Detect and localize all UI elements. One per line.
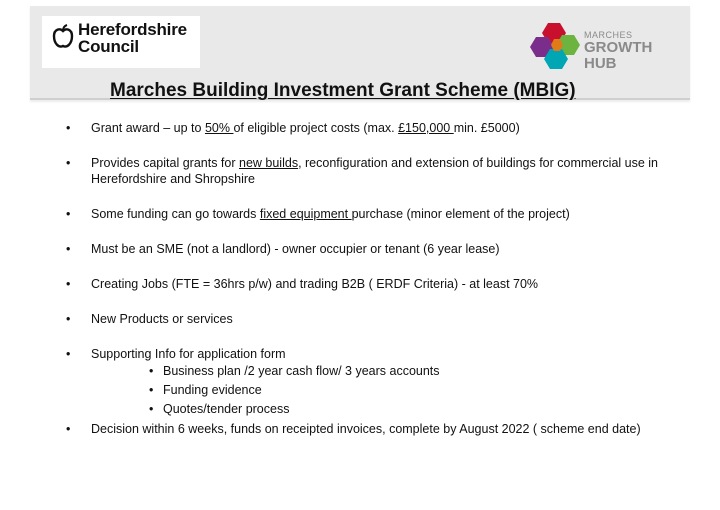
list-item-text: Decision within 6 weeks, funds on receipted invoices, complete by August 2022 ( scheme end date) [91,422,641,436]
bullet-icon: • [66,207,71,221]
bullet-icon: • [66,312,71,326]
bullet-icon: • [66,242,71,256]
council-wordmark-line2: Council [78,37,139,56]
apple-icon [52,24,74,50]
sub-list-item-text: Funding evidence [163,383,262,397]
bullet-icon: • [66,121,71,135]
council-wordmark [78,21,187,55]
list-item-text: Supporting Info for application form [91,347,286,361]
bullet-icon: • [66,277,71,291]
list-item-text: Creating Jobs (FTE = 36hrs p/w) and trading B2B ( ERDF Criteria) - at least 70% [91,277,539,291]
bullet-icon: • [149,402,154,416]
page-title: Marches Building Investment Grant Scheme (MBIG) [110,80,576,101]
bullet-icon: • [66,156,71,170]
marches-growth-hub-logo [530,21,660,81]
hexagon-cluster-icon [530,21,582,75]
list-item-text: Provides capital grants for new builds, reconfiguration and extension of buildings for commercial use in Herefordshire and Shropshire [91,156,658,186]
bullet-icon: • [149,364,154,378]
list-item-text: Some funding can go towards fixed equipment purchase (minor element of the project) [91,207,570,221]
growth-hub-wordmark-line2: HUB [584,55,617,72]
growth-hub-wordmark [584,40,652,72]
bullet-icon: • [66,347,71,361]
list-item-text: Must be an SME (not a landlord) - owner occupier or tenant (6 year lease) [91,242,500,256]
list-item-text: New Products or services [91,312,233,326]
bullet-icon: • [66,422,71,436]
growth-hub-small-text: MARCHES [584,30,633,40]
council-wordmark-line1: Herefordshire [78,20,187,39]
sub-list-item-text: Quotes/tender process [163,402,290,416]
header-banner [30,6,690,100]
list-item-text: Grant award – up to 50% of eligible project costs (max. £150,000 min. £5000) [91,121,520,135]
sub-list-item-text: Business plan /2 year cash flow/ 3 years accounts [163,364,440,378]
herefordshire-council-logo [42,16,200,68]
bullet-icon: • [149,383,154,397]
growth-hub-wordmark-line1: GROWTH [584,39,653,56]
